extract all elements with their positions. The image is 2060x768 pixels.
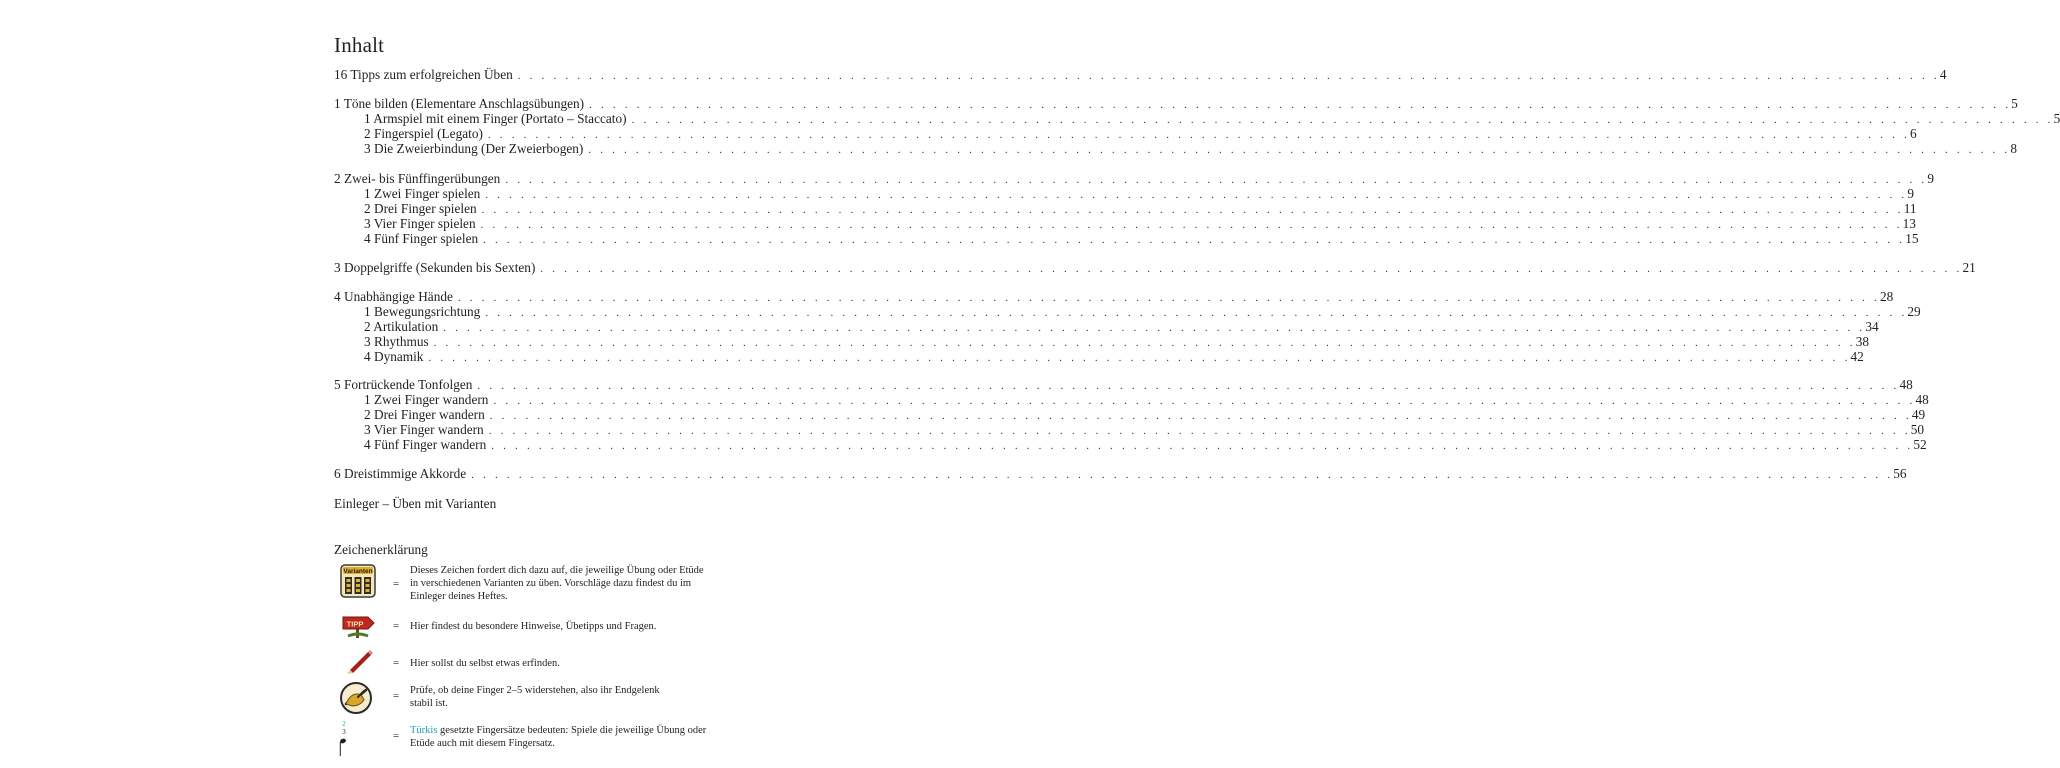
toc-subentry — [334, 216, 1916, 231]
legend-text: Hier findest du besondere Hinweise, Übetipps und Fragen. — [410, 621, 657, 632]
toc-dot-leader: . . . . . . . . . . . . . . . . . . . . . . . . . . . . . . . . . . . . . . . . . . . . . . . . . . . . . . . . . . . . . . . . . . . . . . . . . . . . . . . . . . . . . . . . . . . . . . . . . . . . . . . . . . . . . . . . . . . . . . . . — [540, 263, 1963, 275]
legend-item-pencil — [334, 648, 714, 674]
toc-dot-leader: . . . . . . . . . . . . . . . . . . . . . . . . . . . . . . . . . . . . . . . . . . . . . . . . . . . . . . . . . . . . . . . . . . . . . . . . . . . . . . . . . . . . . . . . . . . . . . . . . . . . . . . . . . . . . . . . . . . . . . . . — [480, 219, 1903, 231]
toc-dot-leader: . . . . . . . . . . . . . . . . . . . . . . . . . . . . . . . . . . . . . . . . . . . . . . . . . . . . . . . . . . . . . . . . . . . . . . . . . . . . . . . . . . . . . . . . . . . . . . . . . . . . . . . . . . . . . . . . . . . . . . . . — [588, 144, 2011, 156]
toc-page-number: 42 — [1850, 349, 1864, 364]
toc-page-number: 38 — [1855, 334, 1870, 349]
toc-subentry — [334, 111, 2060, 126]
toc-entry-label: 3 Vier Finger spielen — [364, 216, 476, 231]
toc-entry-label: 4 Fünf Finger wandern — [364, 437, 487, 452]
legend-title: Zeichenerklärung — [334, 542, 428, 557]
toc-dot-leader: . . . . . . . . . . . . . . . . . . . . . . . . . . . . . . . . . . . . . . . . . . . . . . . . . . . . . . . . . . . . . . . . . . . . . . . . . . . . . . . . . . . . . . . . . . . . . . . . . . . . . . . . . . . . . . . . . . . . . . . . — [483, 234, 1906, 246]
toc-subentry — [334, 231, 1919, 246]
toc-subentry — [334, 392, 1929, 407]
legend-item-varianten — [334, 562, 714, 604]
toc-dot-leader: . . . . . . . . . . . . . . . . . . . . . . . . . . . . . . . . . . . . . . . . . . . . . . . . . . . . . . . . . . . . . . . . . . . . . . . . . . . . . . . . . . . . . . . . . . . . . . . . . . . . . . . . . . . . . . . . . . . . . . . . — [485, 189, 1908, 201]
toc-entry-label: 2 Drei Finger spielen — [364, 201, 477, 216]
toc-entry-label: 2 Zwei- bis Fünffingerübungen — [334, 171, 501, 186]
toc-entry-label: 4 Dynamik — [364, 349, 424, 364]
toc-subentry — [334, 141, 2018, 156]
toc-page-number: 15 — [1905, 231, 1919, 246]
toc-page-number: 9 — [1927, 171, 1935, 186]
toc-dot-leader: . . . . . . . . . . . . . . . . . . . . . . . . . . . . . . . . . . . . . . . . . . . . . . . . . . . . . . . . . . . . . . . . . . . . . . . . . . . . . . . . . . . . . . . . . . . . . . . . . . . . . . . . . . . . . . . . . . . . . . . . — [481, 204, 1904, 216]
toc-entry-label: 1 Bewegungsrichtung — [364, 304, 481, 319]
toc-dot-leader: . . . . . . . . . . . . . . . . . . . . . . . . . . . . . . . . . . . . . . . . . . . . . . . . . . . . . . . . . . . . . . . . . . . . . . . . . . . . . . . . . . . . . . . . . . . . . . . . . . . . . . . . . . . . . . . . . . . . . . . . — [589, 99, 2012, 111]
toc-dot-leader: . . . . . . . . . . . . . . . . . . . . . . . . . . . . . . . . . . . . . . . . . . . . . . . . . . . . . . . . . . . . . . . . . . . . . . . . . . . . . . . . . . . . . . . . . . . . . . . . . . . . . . . . . . . . . . . . . . . . . . . . — [485, 307, 1908, 319]
toc-page-number: 48 — [1899, 377, 1913, 392]
toc-page-number: 28 — [1879, 289, 1894, 304]
legend-item-fingering — [334, 718, 714, 758]
toc-entry — [334, 377, 1913, 392]
toc-dot-leader: . . . . . . . . . . . . . . . . . . . . . . . . . . . . . . . . . . . . . . . . . . . . . . . . . . . . . . . . . . . . . . . . . . . . . . . . . . . . . . . . . . . . . . . . . . . . . . . . . . . . . . . . . . . . . . . . . . . . . . . . — [487, 129, 1910, 141]
toc-entry-label: 1 Armspiel mit einem Finger (Portato – Staccato) — [364, 111, 627, 126]
turquoise-highlight: Türkis — [410, 725, 438, 736]
toc-dot-leader: . . . . . . . . . . . . . . . . . . . . . . . . . . . . . . . . . . . . . . . . . . . . . . . . . . . . . . . . . . . . . . . . . . . . . . . . . . . . . . . . . . . . . . . . . . . . . . . . . . . . . . . . . . . . . . . . . . . . . . . . — [505, 174, 1928, 186]
toc-leader-line — [334, 437, 1927, 454]
legend-equals: = — [393, 578, 400, 590]
toc-dot-leader: . . . . . . . . . . . . . . . . . . . . . . . . . . . . . . . . . . . . . . . . . . . . . . . . . . . . . . . . . . . . . . . . . . . . . . . . . . . . . . . . . . . . . . . . . . . . . . . . . . . . . . . . . . . . . . . . . . . . . . . . — [493, 395, 1916, 407]
toc-page-number: 34 — [1865, 319, 1879, 334]
toc-subentry — [334, 437, 1927, 452]
varianten-icon-label: Varianten — [343, 568, 373, 575]
toc-dot-leader: . . . . . . . . . . . . . . . . . . . . . . . . . . . . . . . . . . . . . . . . . . . . . . . . . . . . . . . . . . . . . . . . . . . . . . . . . . . . . . . . . . . . . . . . . . . . . . . . . . . . . . . . . . . . . . . . . . . . . . . . — [491, 440, 1914, 452]
legend-text — [410, 724, 710, 750]
toc-page-number: 8 — [2010, 141, 2018, 156]
toc-page-number: 5 — [2053, 111, 2060, 126]
toc-dot-leader: . . . . . . . . . . . . . . . . . . . . . . . . . . . . . . . . . . . . . . . . . . . . . . . . . . . . . . . . . . . . . . . . . . . . . . . . . . . . . . . . . . . . . . . . . . . . . . . . . . . . . . . . . . . . . . . . . . . . . . . . — [457, 292, 1880, 304]
toc-entry — [334, 289, 1894, 304]
toc-page-number: 56 — [1893, 466, 1907, 481]
toc-entry-label: 4 Unabhängige Hände — [334, 289, 453, 304]
toc-subentry — [334, 334, 1870, 349]
toc-leader-line — [334, 466, 1907, 483]
toc-page-number: 49 — [1911, 407, 1926, 422]
toc-dot-leader: . . . . . . . . . . . . . . . . . . . . . . . . . . . . . . . . . . . . . . . . . . . . . . . . . . . . . . . . . . . . . . . . . . . . . . . . . . . . . . . . . . . . . . . . . . . . . . . . . . . . . . . . . . . . . . . . . . . . . . . . — [428, 352, 1851, 364]
toc-leader-line — [334, 231, 1919, 248]
toc-page-number: 21 — [1962, 260, 1976, 275]
toc-dot-leader: . . . . . . . . . . . . . . . . . . . . . . . . . . . . . . . . . . . . . . . . . . . . . . . . . . . . . . . . . . . . . . . . . . . . . . . . . . . . . . . . . . . . . . . . . . . . . . . . . . . . . . . . . . . . . . . . . . . . . . . . — [517, 70, 1940, 82]
insert-line: Einleger – Üben mit Varianten — [334, 496, 497, 511]
toc-page-number: 50 — [1910, 422, 1925, 437]
legend-equals: = — [393, 730, 400, 742]
toc-subentry — [334, 186, 1915, 201]
toc-page-number: 9 — [1907, 186, 1915, 201]
toc-page-number: 6 — [1909, 126, 1917, 141]
toc-entry — [334, 67, 1947, 82]
toc-subentry — [334, 126, 1917, 141]
toc-entry-label: 2 Fingerspiel (Legato) — [364, 126, 483, 141]
toc-page-number: 48 — [1915, 392, 1929, 407]
toc-subentry — [334, 304, 1921, 319]
toc-entry-label: 2 Drei Finger wandern — [364, 407, 485, 422]
toc-page-number: 29 — [1907, 304, 1921, 319]
toc-entry-label: 1 Töne bilden (Elementare Anschlagsübungen) — [334, 96, 585, 111]
toc-entry-label: 3 Die Zweierbindung (Der Zweierbogen) — [364, 141, 584, 156]
toc-dot-leader: . . . . . . . . . . . . . . . . . . . . . . . . . . . . . . . . . . . . . . . . . . . . . . . . . . . . . . . . . . . . . . . . . . . . . . . . . . . . . . . . . . . . . . . . . . . . . . . . . . . . . . . . . . . . . . . . . . . . . . . . — [488, 425, 1911, 437]
toc-subentry — [334, 201, 1917, 216]
toc-page-number: 11 — [1903, 201, 1917, 216]
toc-entry-label: 3 Rhythmus — [364, 334, 429, 349]
toc-page-number: 52 — [1913, 437, 1927, 452]
toc-entry-label: 1 Zwei Finger spielen — [364, 186, 481, 201]
toc-dot-leader: . . . . . . . . . . . . . . . . . . . . . . . . . . . . . . . . . . . . . . . . . . . . . . . . . . . . . . . . . . . . . . . . . . . . . . . . . . . . . . . . . . . . . . . . . . . . . . . . . . . . . . . . . . . . . . . . . . . . . . . . — [433, 337, 1856, 349]
finger-check-icon — [340, 682, 372, 714]
tipp-sign-label: TIPP — [346, 619, 364, 629]
toc-entry-label: 6 Dreistimmige Akkorde — [334, 466, 467, 481]
toc-entry-label: 16 Tipps zum erfolgreichen Üben — [334, 67, 513, 82]
toc-entry-label: 4 Fünf Finger spielen — [364, 231, 479, 246]
fingering-note-icon — [338, 718, 352, 758]
toc-dot-leader: . . . . . . . . . . . . . . . . . . . . . . . . . . . . . . . . . . . . . . . . . . . . . . . . . . . . . . . . . . . . . . . . . . . . . . . . . . . . . . . . . . . . . . . . . . . . . . . . . . . . . . . . . . . . . . . . . . . . . . . . — [489, 410, 1912, 422]
pencil-icon — [340, 648, 376, 674]
toc-entry-label: 2 Artikulation — [364, 319, 439, 334]
legend-equals: = — [393, 690, 400, 702]
toc-dot-leader: . . . . . . . . . . . . . . . . . . . . . . . . . . . . . . . . . . . . . . . . . . . . . . . . . . . . . . . . . . . . . . . . . . . . . . . . . . . . . . . . . . . . . . . . . . . . . . . . . . . . . . . . . . . . . . . . . . . . . . . . — [631, 114, 2054, 126]
toc-entry-label: 3 Doppelgriffe (Sekunden bis Sexten) — [334, 260, 536, 275]
toc-entry — [334, 260, 1976, 275]
page-title: Inhalt — [334, 33, 385, 57]
toc-leader-line — [334, 260, 1976, 277]
toc-entry — [334, 171, 1935, 186]
legend-text: Hier sollst du selbst etwas erfinden. — [410, 658, 560, 669]
tipp-sign-icon — [340, 614, 376, 638]
toc-page-number: 4 — [1939, 67, 1947, 82]
toc-subentry — [334, 422, 1925, 437]
toc-page-number: 13 — [1902, 216, 1916, 231]
toc-entry-label: 5 Fortrückende Tonfolgen — [334, 377, 473, 392]
legend-item-tipp — [334, 614, 714, 638]
toc-subentry — [334, 349, 1864, 364]
legend-equals: = — [393, 657, 400, 669]
toc-leader-line — [334, 67, 1947, 84]
legend-equals: = — [393, 620, 400, 632]
legend-item-finger-check — [334, 680, 714, 714]
toc-entry — [334, 96, 2018, 111]
toc-entry-label: 3 Vier Finger wandern — [364, 422, 484, 437]
varianten-icon — [340, 564, 376, 598]
legend-text-rest: gesetzte Fingersätze bedeuten: Spiele die jeweilige Übung oder Etüde auch mit diesem Fingersatz. — [410, 725, 707, 749]
toc-dot-leader: . . . . . . . . . . . . . . . . . . . . . . . . . . . . . . . . . . . . . . . . . . . . . . . . . . . . . . . . . . . . . . . . . . . . . . . . . . . . . . . . . . . . . . . . . . . . . . . . . . . . . . . . . . . . . . . . . . . . . . . . — [471, 469, 1894, 481]
fingering-number-top: 2 — [342, 720, 346, 728]
legend-text: Dieses Zeichen fordert dich dazu auf, die jeweilige Übung oder Etüde in verschiedenen Varianten zu üben. Vorschläge dazu findest du im Einleger deines Heftes. — [410, 565, 704, 602]
toc-subentry — [334, 319, 1879, 334]
toc-entry-label: 1 Zwei Finger wandern — [364, 392, 489, 407]
toc-page-number: 5 — [2011, 96, 2018, 111]
fingering-number-bottom: 3 — [342, 728, 346, 736]
toc-entry — [334, 466, 1907, 481]
toc-leader-line — [334, 349, 1864, 366]
toc-dot-leader: . . . . . . . . . . . . . . . . . . . . . . . . . . . . . . . . . . . . . . . . . . . . . . . . . . . . . . . . . . . . . . . . . . . . . . . . . . . . . . . . . . . . . . . . . . . . . . . . . . . . . . . . . . . . . . . . . . . . . . . . — [443, 322, 1866, 334]
toc-subentry — [334, 407, 1926, 422]
legend-text: Prüfe, ob deine Finger 2–5 widerstehen, also ihr Endgelenk stabil ist. — [410, 685, 660, 709]
toc-dot-leader: . . . . . . . . . . . . . . . . . . . . . . . . . . . . . . . . . . . . . . . . . . . . . . . . . . . . . . . . . . . . . . . . . . . . . . . . . . . . . . . . . . . . . . . . . . . . . . . . . . . . . . . . . . . . . . . . . . . . . . . . — [477, 380, 1900, 392]
toc-leader-line — [334, 141, 2018, 158]
